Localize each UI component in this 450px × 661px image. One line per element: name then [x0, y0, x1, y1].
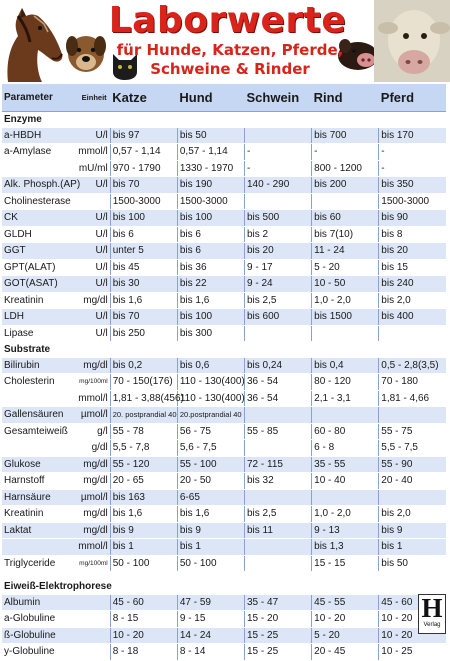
value-cell-schwein: 35 - 47 — [245, 595, 312, 611]
parameter-name: Laktat — [2, 522, 78, 539]
value-cell-hund: 14 - 24 — [177, 627, 244, 644]
spacer-cell — [2, 572, 446, 580]
table-row — [2, 595, 446, 611]
table-row — [2, 506, 446, 523]
value-cell-pferd: 45 - 60 — [379, 595, 446, 611]
parameter-name — [2, 440, 78, 457]
table-row — [2, 325, 446, 342]
value-cell-rind: bis 1,3 — [312, 539, 379, 556]
unit-cell: mg/100ml — [78, 555, 110, 572]
value-cell-hund: bis 1 — [177, 539, 244, 556]
value-cell-pferd: bis 2,0 — [379, 506, 446, 523]
value-cell-hund: 110 - 130(400) — [177, 374, 244, 391]
table-row — [2, 489, 446, 506]
value-cell-pferd: - — [379, 144, 446, 161]
value-cell-hund: bis 100 — [177, 210, 244, 227]
page-title: Laborwerte — [108, 0, 347, 41]
table-row — [2, 259, 446, 276]
value-cell-hund: bis 1,6 — [177, 292, 244, 309]
parameter-name: Triglyceride — [2, 555, 78, 572]
unit-cell: mmol/l — [78, 539, 110, 556]
table-row — [2, 423, 446, 440]
unit-cell: U/l — [78, 226, 110, 243]
parameter-name — [2, 539, 78, 556]
unit-cell: µmol/l — [78, 489, 110, 506]
value-cell-rind: 10 - 50 — [312, 276, 379, 293]
value-cell-katze: 5,5 - 7,8 — [110, 440, 177, 457]
value-cell-pferd: bis 1 — [379, 539, 446, 556]
section-header-row — [2, 342, 446, 358]
section-title: Substrate — [2, 342, 446, 358]
table-row — [2, 358, 446, 374]
value-cell-rind: 5 - 20 — [312, 627, 379, 644]
unit-cell: mg/dl — [78, 506, 110, 523]
value-cell-katze: bis 1,6 — [110, 292, 177, 309]
value-cell-katze: 20. postprandial 40 — [110, 407, 177, 424]
unit-cell: U/l — [78, 309, 110, 326]
value-cell-hund: 1500-3000 — [177, 193, 244, 210]
value-cell-rind: bis 60 — [312, 210, 379, 227]
value-cell-rind: bis 700 — [312, 128, 379, 144]
value-cell-schwein: 55 - 85 — [245, 423, 312, 440]
value-cell-schwein: 72 - 115 — [245, 456, 312, 473]
value-cell-katze: bis 1,6 — [110, 506, 177, 523]
value-cell-hund: bis 50 — [177, 128, 244, 144]
value-cell-pferd: 10 - 20 — [379, 627, 446, 644]
value-cell-pferd: bis 50 — [379, 555, 446, 572]
value-cell-rind: bis 200 — [312, 177, 379, 194]
value-cell-hund: bis 0,6 — [177, 358, 244, 374]
section-header-row — [2, 579, 446, 595]
value-cell-hund: bis 190 — [177, 177, 244, 194]
value-cell-schwein: bis 2,5 — [245, 506, 312, 523]
parameter-name: Alk. Phosph.(AP) — [2, 177, 78, 194]
value-cell-rind: 1,0 - 2,0 — [312, 292, 379, 309]
table-row — [2, 128, 446, 144]
horse-icon — [0, 2, 68, 82]
value-cell-rind — [312, 489, 379, 506]
value-cell-pferd: bis 8 — [379, 226, 446, 243]
value-cell-katze: 8 - 18 — [110, 644, 177, 661]
parameter-name: Harnstoff — [2, 473, 78, 490]
value-cell-pferd: 70 - 180 — [379, 374, 446, 391]
section-title: Enzyme — [2, 112, 446, 128]
value-cell-pferd: bis 240 — [379, 276, 446, 293]
unit-cell: mg/dl — [78, 358, 110, 374]
value-cell-katze: 55 - 120 — [110, 456, 177, 473]
value-cell-hund: 47 - 59 — [177, 595, 244, 611]
value-cell-schwein: bis 0,24 — [245, 358, 312, 374]
value-cell-schwein: - — [245, 160, 312, 177]
value-cell-katze: 55 - 78 — [110, 423, 177, 440]
value-cell-pferd: bis 170 — [379, 128, 446, 144]
table-row — [2, 644, 446, 661]
value-cell-hund: 56 - 75 — [177, 423, 244, 440]
value-cell-pferd: bis 20 — [379, 243, 446, 260]
value-cell-katze: bis 163 — [110, 489, 177, 506]
unit-cell: U/l — [78, 259, 110, 276]
value-cell-hund: 110 - 130(400) — [177, 390, 244, 407]
value-cell-pferd: 10 - 20 — [379, 611, 446, 628]
value-cell-hund: bis 100 — [177, 309, 244, 326]
table-row — [2, 390, 446, 407]
unit-cell: U/l — [78, 243, 110, 260]
value-cell-rind: 35 - 55 — [312, 456, 379, 473]
table-row — [2, 276, 446, 293]
header — [0, 0, 450, 84]
unit-cell: mg/dl — [78, 522, 110, 539]
unit-cell: µmol/l — [78, 407, 110, 424]
value-cell-pferd: 55 - 75 — [379, 423, 446, 440]
value-cell-rind: bis 0,4 — [312, 358, 379, 374]
value-cell-katze: bis 100 — [110, 210, 177, 227]
value-cell-hund: bis 9 — [177, 522, 244, 539]
parameter-name: Cholinesterase — [2, 193, 78, 210]
value-cell-hund: bis 6 — [177, 226, 244, 243]
unit-cell: U/l — [78, 177, 110, 194]
value-cell-hund: 20.postprandial 40 — [177, 407, 244, 424]
value-cell-rind: bis 1500 — [312, 309, 379, 326]
value-cell-rind: 10 - 40 — [312, 473, 379, 490]
value-cell-katze: 1500-3000 — [110, 193, 177, 210]
table-row — [2, 440, 446, 457]
unit-cell: mmol/l — [78, 390, 110, 407]
value-cell-pferd: 55 - 90 — [379, 456, 446, 473]
value-cell-katze: 1,81 - 3,88(456) — [110, 390, 177, 407]
value-cell-rind: 11 - 24 — [312, 243, 379, 260]
value-cell-pferd — [379, 489, 446, 506]
value-cell-katze: 10 - 20 — [110, 627, 177, 644]
value-cell-katze: 8 - 15 — [110, 611, 177, 628]
value-cell-pferd: 20 - 40 — [379, 473, 446, 490]
value-cell-pferd: bis 90 — [379, 210, 446, 227]
value-cell-schwein — [245, 555, 312, 572]
header-pferd: Pferd — [379, 84, 446, 112]
value-cell-katze: bis 30 — [110, 276, 177, 293]
table-row — [2, 226, 446, 243]
value-cell-pferd — [379, 407, 446, 424]
unit-cell: g/dl — [78, 440, 110, 457]
header-parameter: Parameter — [2, 84, 78, 112]
value-cell-schwein: 15 - 25 — [245, 627, 312, 644]
value-cell-rind — [312, 325, 379, 342]
parameter-name: CK — [2, 210, 78, 227]
table-row — [2, 144, 446, 161]
value-cell-schwein: 9 - 17 — [245, 259, 312, 276]
parameter-name: a-HBDH — [2, 128, 78, 144]
table-header-row — [2, 84, 446, 112]
unit-cell: mg/dl — [78, 473, 110, 490]
table-row — [2, 210, 446, 227]
section-title: Eiweiß-Elektrophorese — [2, 579, 446, 595]
value-cell-rind: 800 - 1200 — [312, 160, 379, 177]
header-katze: Katze — [110, 84, 177, 112]
parameter-name: y-Globuline — [2, 644, 78, 661]
parameter-name: Harnsäure — [2, 489, 78, 506]
table-row — [2, 456, 446, 473]
value-cell-hund: 0,57 - 1,14 — [177, 144, 244, 161]
value-cell-pferd: 5,5 - 7,5 — [379, 440, 446, 457]
header-unit: Einheit — [78, 84, 110, 112]
parameter-name: Lipase — [2, 325, 78, 342]
lab-values-table — [2, 84, 446, 661]
value-cell-hund: bis 1,6 — [177, 506, 244, 523]
parameter-name: GLDH — [2, 226, 78, 243]
value-cell-katze: bis 70 — [110, 177, 177, 194]
value-cell-katze: bis 6 — [110, 226, 177, 243]
value-cell-pferd: bis 9 — [379, 522, 446, 539]
table-row — [2, 292, 446, 309]
parameter-name: Cholesterin — [2, 374, 78, 391]
unit-cell: mg/dl — [78, 292, 110, 309]
value-cell-hund: 8 - 14 — [177, 644, 244, 661]
value-cell-rind — [312, 407, 379, 424]
section-header-row — [2, 112, 446, 128]
parameter-name: GGT — [2, 243, 78, 260]
parameter-name: GOT(ASAT) — [2, 276, 78, 293]
value-cell-schwein: bis 2 — [245, 226, 312, 243]
value-cell-katze: bis 45 — [110, 259, 177, 276]
header-rind: Rind — [312, 84, 379, 112]
value-cell-rind — [312, 193, 379, 210]
parameter-name: Kreatinin — [2, 506, 78, 523]
value-cell-katze: bis 97 — [110, 128, 177, 144]
value-cell-schwein — [245, 539, 312, 556]
value-cell-rind: 80 - 120 — [312, 374, 379, 391]
value-cell-schwein: bis 20 — [245, 243, 312, 260]
value-cell-rind: 10 - 20 — [312, 611, 379, 628]
table-row — [2, 193, 446, 210]
value-cell-pferd: 0,5 - 2,8(3,5) — [379, 358, 446, 374]
value-cell-rind: 60 - 80 — [312, 423, 379, 440]
value-cell-schwein — [245, 489, 312, 506]
table-row — [2, 611, 446, 628]
parameter-name — [2, 390, 78, 407]
value-cell-hund: bis 22 — [177, 276, 244, 293]
value-cell-schwein: 15 - 25 — [245, 644, 312, 661]
value-cell-schwein — [245, 325, 312, 342]
value-cell-rind: 15 - 15 — [312, 555, 379, 572]
value-cell-katze: bis 0,2 — [110, 358, 177, 374]
value-cell-pferd: 10 - 25 — [379, 644, 446, 661]
value-cell-hund: 6-65 — [177, 489, 244, 506]
unit-cell: g/l — [78, 423, 110, 440]
value-cell-schwein: 9 - 24 — [245, 276, 312, 293]
unit-cell: mmol/l — [78, 144, 110, 161]
value-cell-rind: 1,0 - 2,0 — [312, 506, 379, 523]
logo-text: Verlag — [423, 622, 441, 628]
value-cell-schwein: bis 11 — [245, 522, 312, 539]
value-cell-rind: 2,1 - 3,1 — [312, 390, 379, 407]
subtitle-line2: Schweine & Rinder — [150, 60, 310, 78]
value-cell-schwein: - — [245, 144, 312, 161]
value-cell-katze: bis 70 — [110, 309, 177, 326]
value-cell-pferd — [379, 325, 446, 342]
value-cell-katze: bis 9 — [110, 522, 177, 539]
unit-cell — [78, 644, 110, 661]
table-row — [2, 555, 446, 572]
publisher-logo — [418, 594, 446, 634]
unit-cell — [78, 627, 110, 644]
unit-cell: U/l — [78, 276, 110, 293]
value-cell-rind: 45 - 55 — [312, 595, 379, 611]
value-cell-schwein — [245, 128, 312, 144]
value-cell-hund: 5,6 - 7,5 — [177, 440, 244, 457]
table-row — [2, 407, 446, 424]
unit-cell: mU/ml — [78, 160, 110, 177]
value-cell-schwein: bis 500 — [245, 210, 312, 227]
value-cell-schwein: 36 - 54 — [245, 390, 312, 407]
value-cell-rind: 6 - 8 — [312, 440, 379, 457]
value-cell-pferd: 1,81 - 4,66 — [379, 390, 446, 407]
table-row — [2, 374, 446, 391]
table-row — [2, 473, 446, 490]
value-cell-rind: 9 - 13 — [312, 522, 379, 539]
unit-cell — [78, 595, 110, 611]
value-cell-schwein: 15 - 20 — [245, 611, 312, 628]
logo-letter: H — [421, 593, 443, 623]
lab-values-table-wrap — [2, 84, 446, 657]
value-cell-schwein — [245, 407, 312, 424]
value-cell-hund: 20 - 50 — [177, 473, 244, 490]
value-cell-rind: 5 - 20 — [312, 259, 379, 276]
parameter-name: a-Globuline — [2, 611, 78, 628]
value-cell-hund: bis 36 — [177, 259, 244, 276]
header-schwein: Schwein — [245, 84, 312, 112]
value-cell-hund: 55 - 100 — [177, 456, 244, 473]
value-cell-pferd: bis 2,0 — [379, 292, 446, 309]
value-cell-hund: 9 - 15 — [177, 611, 244, 628]
value-cell-katze: bis 1 — [110, 539, 177, 556]
parameter-name: a-Amylase — [2, 144, 78, 161]
table-row — [2, 539, 446, 556]
unit-cell — [78, 193, 110, 210]
value-cell-pferd: bis 400 — [379, 309, 446, 326]
parameter-name: Kreatinin — [2, 292, 78, 309]
value-cell-rind: 20 - 45 — [312, 644, 379, 661]
table-row — [2, 243, 446, 260]
unit-cell: U/l — [78, 210, 110, 227]
value-cell-katze: 45 - 60 — [110, 595, 177, 611]
value-cell-schwein: bis 2,5 — [245, 292, 312, 309]
table-body — [2, 112, 446, 661]
value-cell-hund: bis 300 — [177, 325, 244, 342]
unit-cell — [78, 611, 110, 628]
value-cell-hund: 1330 - 1970 — [177, 160, 244, 177]
value-cell-hund: bis 6 — [177, 243, 244, 260]
value-cell-rind: bis 7(10) — [312, 226, 379, 243]
value-cell-hund: 50 - 100 — [177, 555, 244, 572]
value-cell-pferd: - — [379, 160, 446, 177]
unit-cell: mg/100ml — [78, 374, 110, 391]
value-cell-katze: unter 5 — [110, 243, 177, 260]
table-row — [2, 309, 446, 326]
table-row — [2, 177, 446, 194]
subtitle-line1: für Hunde, Katzen, Pferde, — [116, 41, 344, 59]
table-row — [2, 522, 446, 539]
table-row — [2, 160, 446, 177]
parameter-name: Bilirubin — [2, 358, 78, 374]
value-cell-schwein: 140 - 290 — [245, 177, 312, 194]
unit-cell: mg/dl — [78, 456, 110, 473]
parameter-name: Albumin — [2, 595, 78, 611]
value-cell-pferd: bis 15 — [379, 259, 446, 276]
value-cell-katze: 20 - 65 — [110, 473, 177, 490]
parameter-name: ß-Globuline — [2, 627, 78, 644]
parameter-name — [2, 160, 78, 177]
table-row — [2, 627, 446, 644]
value-cell-schwein: 36 - 54 — [245, 374, 312, 391]
value-cell-katze: 0,57 - 1,14 — [110, 144, 177, 161]
parameter-name: GPT(ALAT) — [2, 259, 78, 276]
parameter-name: Glukose — [2, 456, 78, 473]
value-cell-pferd: bis 350 — [379, 177, 446, 194]
value-cell-katze: 970 - 1790 — [110, 160, 177, 177]
parameter-name: LDH — [2, 309, 78, 326]
parameter-name: Gesamteiweiß — [2, 423, 78, 440]
value-cell-katze: 70 - 150(176) — [110, 374, 177, 391]
value-cell-schwein: bis 32 — [245, 473, 312, 490]
value-cell-schwein — [245, 193, 312, 210]
unit-cell: U/l — [78, 128, 110, 144]
value-cell-rind: - — [312, 144, 379, 161]
value-cell-katze: bis 250 — [110, 325, 177, 342]
cow-icon — [374, 0, 450, 82]
header-hund: Hund — [177, 84, 244, 112]
parameter-name: Gallensäuren — [2, 407, 78, 424]
unit-cell: U/l — [78, 325, 110, 342]
value-cell-katze: 50 - 100 — [110, 555, 177, 572]
value-cell-schwein: bis 600 — [245, 309, 312, 326]
spacer-row — [2, 572, 446, 580]
value-cell-pferd: 1500-3000 — [379, 193, 446, 210]
value-cell-schwein — [245, 440, 312, 457]
